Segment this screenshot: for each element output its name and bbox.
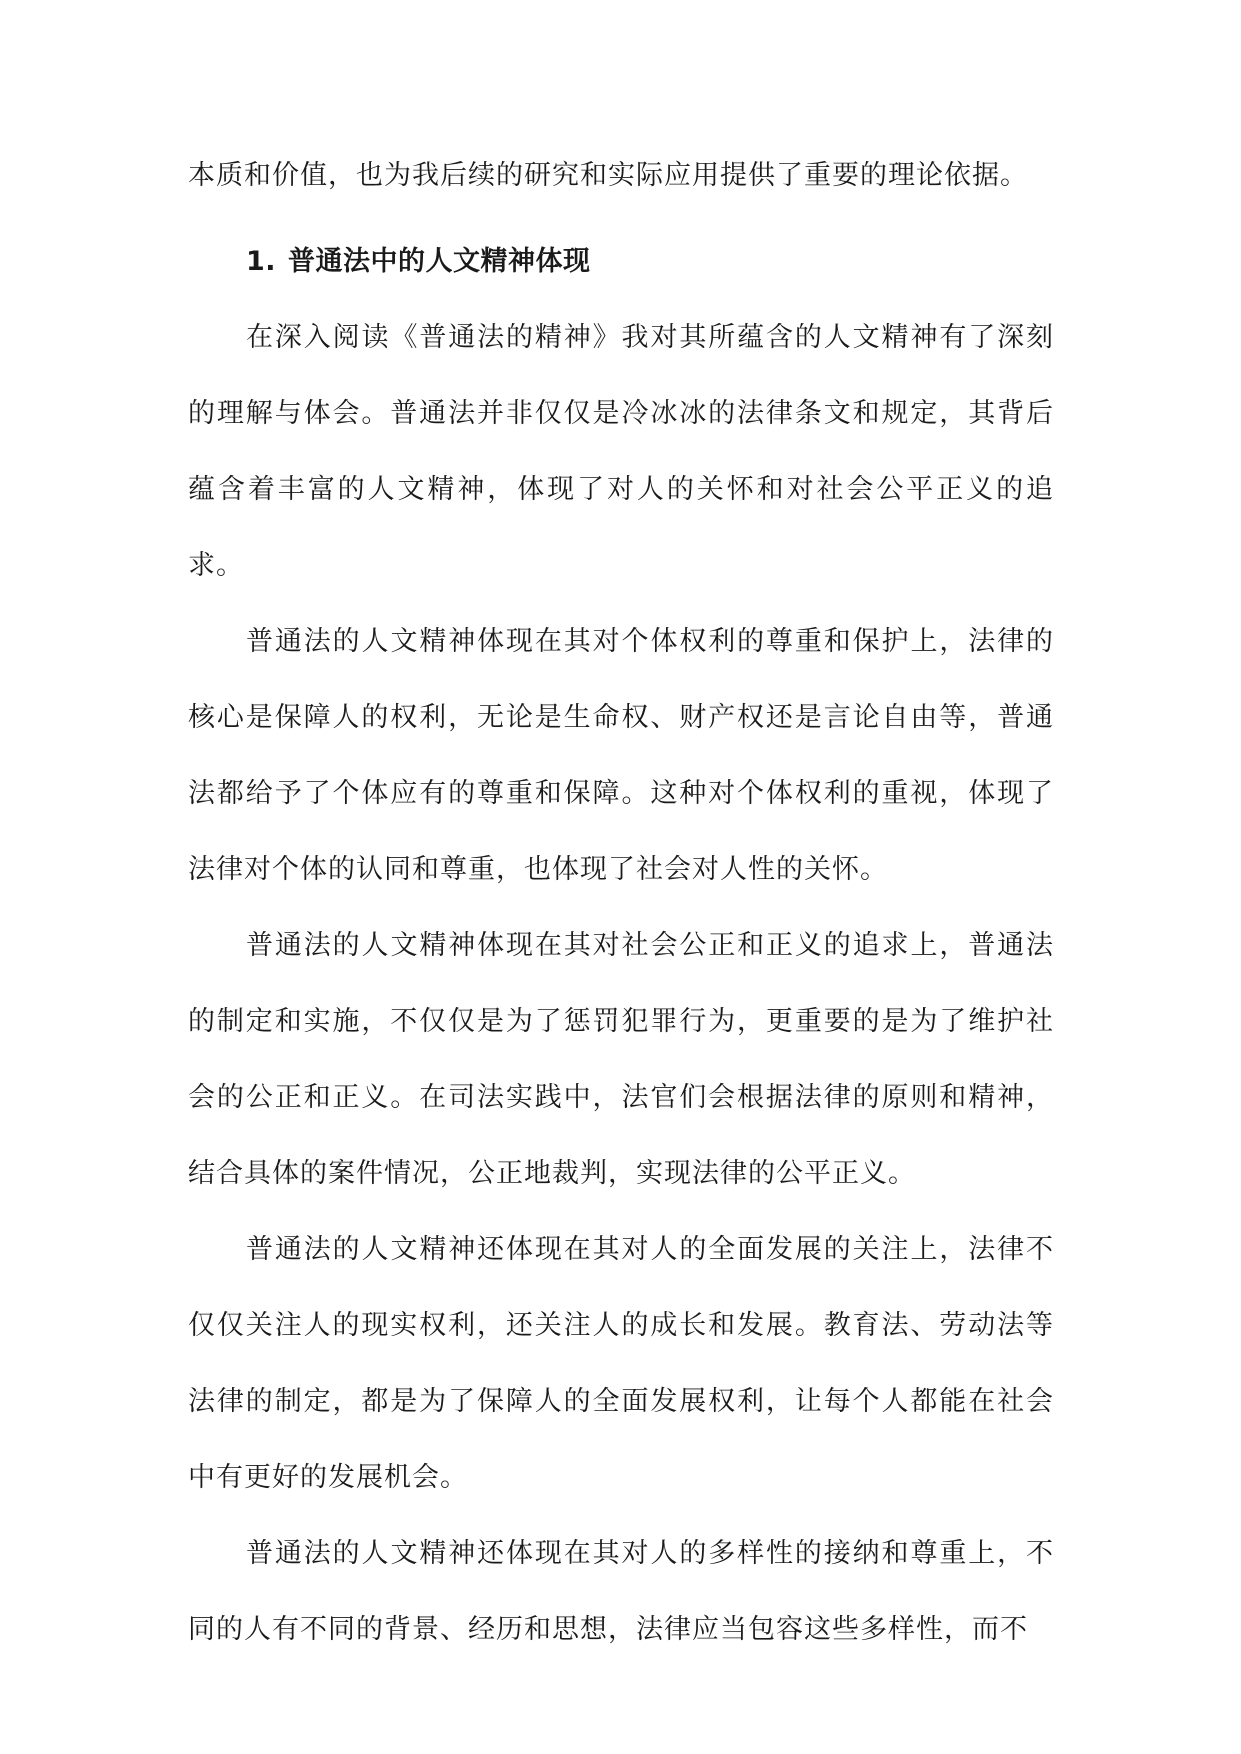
paragraph: 在深入阅读《普通法的精神》我对其所蕴含的人文精神有了深刻的理解与体会。普通法并非仅仅是冷冰冰的法律条文和规定，其背后蕴含着丰富的人文精神，体现了对人的关怀和对社会公平正义的追求。 (188, 322, 1054, 581)
section-number: 1. (246, 246, 277, 277)
document-page (188, 138, 1054, 1668)
paragraph: 普通法的人文精神还体现在其对人的多样性的接纳和尊重上，不同的人有不同的背景、经历和思想，法律应当包容这些多样性，而不 (188, 1538, 1054, 1645)
lead-line: 本质和价值，也为我后续的研究和实际应用提供了重要的理论依据。 (188, 160, 1028, 191)
paragraph: 普通法的人文精神体现在其对社会公正和正义的追求上，普通法的制定和实施，不仅仅是为了惩罚犯罪行为，更重要的是为了维护社会的公正和正义。在司法实践中，法官们会根据法律的原则和精神，结合具体的案件情况，公正地裁判，实现法律的公平正义。 (188, 930, 1054, 1189)
section-heading (246, 224, 1054, 300)
paragraph: 普通法的人文精神体现在其对个体权利的尊重和保护上，法律的核心是保障人的权利，无论是生命权、财产权还是言论自由等，普通法都给予了个体应有的尊重和保障。这种对个体权利的重视，体现了法律对个体的认同和尊重，也体现了社会对人性的关怀。 (188, 626, 1054, 885)
paragraph: 普通法的人文精神还体现在其对人的全面发展的关注上，法律不仅仅关注人的现实权利，还关注人的成长和发展。教育法、劳动法等法律的制定，都是为了保障人的全面发展权利，让每个人都能在社会中有更好的发展机会。 (188, 1234, 1054, 1493)
section-title: 普通法中的人文精神体现 (288, 246, 591, 277)
